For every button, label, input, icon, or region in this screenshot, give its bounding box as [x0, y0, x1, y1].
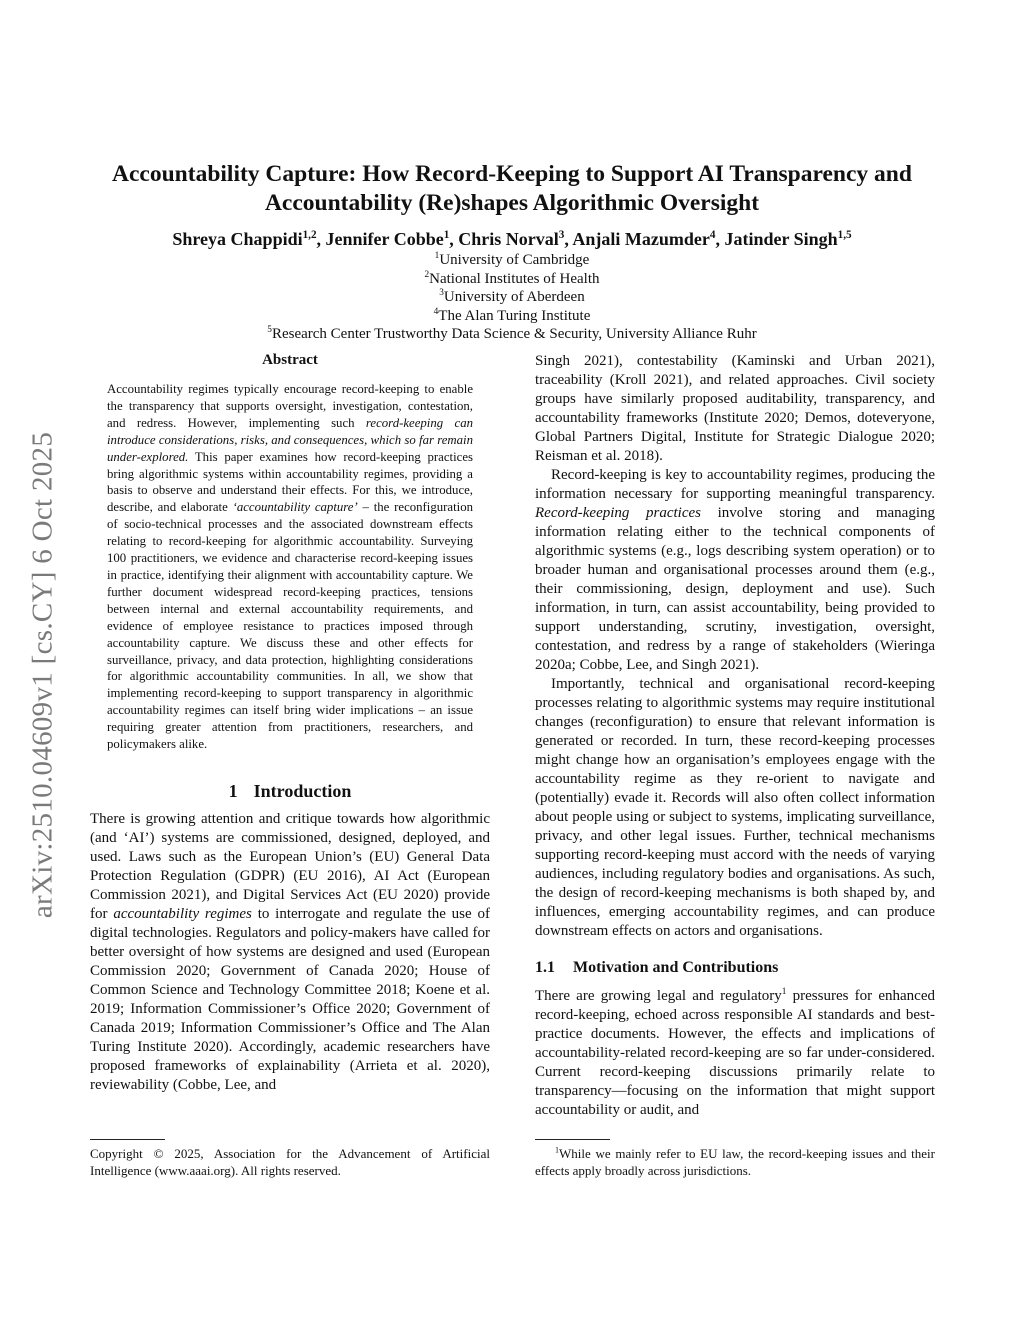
affiliation-item: [70, 307, 954, 326]
affiliation-text: The Alan Turing Institute: [438, 307, 591, 324]
affiliation-marker: 4: [433, 306, 439, 317]
title-line-1: Accountability Capture: How Record-Keeping to Support AI Transparency and: [112, 161, 912, 187]
arxiv-identifier: arXiv:2510.04609v1 [cs.CY] 6 Oct 2025: [26, 431, 59, 919]
abstract-emphasis: ‘accountability capture’: [232, 500, 358, 515]
subsection-heading-motivation: [535, 959, 935, 977]
copyright-notice: [90, 1139, 490, 1179]
copyright-text: Copyright © 2025, Association for the Advancement of Artificial Intelligence (www.aaai.org). All rights reserved.: [90, 1146, 490, 1178]
affiliation-marker: 3: [439, 288, 444, 298]
author-affil-marker: 3: [558, 229, 565, 241]
intro-paragraph-1-continued: Singh 2021), contestability (Kaminski and Urban 2021), traceability (Kroll 2021), and related approaches. Civil society groups have similarly proposed auditability, transparency, and accountability frameworks (Institute 2020; Demos, doteveryone, Global Partners Digital, Institute for Strategic Dialogue 2020; Reisman et al. 2018).: [535, 353, 935, 464]
author-list: Shreya Chappidi$^{1,2}$, Jennifer Cobbe$^1$, Chris Norval$^3$, Anjali Mazumder$^4$, Jatinder Singh$^{1,5}$: [172, 229, 852, 249]
body-emphasis: accountability regimes: [113, 905, 252, 922]
affiliation-text: University of Cambridge: [439, 252, 590, 268]
author-affil-marker: 4: [709, 229, 716, 241]
author-affil-marker: 1,5: [837, 229, 852, 241]
affiliation-item: [70, 288, 954, 307]
affiliation-marker: 1: [434, 251, 440, 261]
affiliation-text: National Institutes of Health: [429, 270, 600, 287]
title-line-2: Accountability (Re)shapes Algorithmic Oversight: [264, 190, 760, 216]
affiliation-item: [70, 325, 954, 344]
affiliation-text: University of Aberdeen: [443, 289, 585, 305]
affiliation-marker: 2: [424, 269, 430, 280]
body-text: to interrogate and regulate the use of digital technologies. Regulators and policy-makers have called for better oversight of how systems are designed and used (European Commission 2020; Government of Canada 2020; House of Common Science and Technology Committee 2018; Koene et al. 2019; Information Commissioner’s Office 2020; Government of Canada 2019; Information Commissioner’s Office and The Alan Turing Institute 2020). Accordingly, academic researchers have proposed frameworks of explainability (Arrieta et al. 2020), reviewability (Cobbe, Lee, and: [90, 905, 490, 1093]
body-text: involve storing and managing information relating either to the technical components of algorithmic systems (e.g., logs describing system operation) or to broader human and organisational processes around them (e.g., their commissioning, design, deployment and use). Such information, in turn, can assist accountability, being provided to support understanding, scrutiny, investigation, oversight, contestation, and redress by a range of stakeholders (Wieringa 2020a; Cobbe, Lee, and Singh 2021).: [535, 505, 935, 673]
body-emphasis: Record-keeping practices: [535, 505, 702, 521]
affiliation-item: [70, 251, 954, 270]
body-text: Record-keeping is key to accountability regimes, producing the information necessary for supporting meaningful transparency.: [535, 467, 935, 502]
footnote-body: [535, 1145, 935, 1179]
author-affil-marker: 1: [443, 229, 450, 241]
paper-title: [70, 160, 954, 218]
body-text: There is growing attention and critique towards how algorithmic (and ‘AI’) systems are commissioned, designed, deployed, and used. Laws such as the European Union’s (EU) General Data Protection Regulation (GDPR) (EU 2016), AI Act (European Commission 2021), and Digital Services Act (EU 2020) provide for: [90, 810, 490, 922]
author-name: Jatinder Singh: [724, 229, 838, 249]
footnote-text: While we mainly refer to EU law, the record-keeping issues and their effects apply broadly across jurisdictions.: [535, 1146, 935, 1178]
abstract-body: [107, 381, 473, 753]
abstract-heading: Abstract: [262, 352, 318, 368]
subsection-title: Motivation and Contributions: [573, 959, 779, 976]
author-name: Shreya Chappidi: [172, 229, 303, 249]
affiliation-text: Research Center Trustworthy Data Science & Security, University Alliance Ruhr: [271, 326, 757, 342]
author-name: Chris Norval: [458, 229, 559, 249]
footnote: [535, 1139, 935, 1179]
left-column: [90, 352, 490, 1095]
right-column: [535, 352, 935, 1120]
footnote-marker: 1: [781, 987, 787, 997]
abstract-text: – the reconfiguration of socio-technical processes and the associated downstream effects relating to record-keeping for algorithmic accountability. Surveying 100 practitioners, we evidence and characterise record-keeping issues in practice, identifying their alignment with accountability capture. We further document widespread record-keeping practices, tensions between internal and external accountability requirements, and evidence of employee resistance to practices imposed through accountability capture. We discuss these and other effects for surveillance, privacy, and data protection, highlighting considerations for algorithmic accountability communities. In all, we show that implementing record-keeping to support transparency in algorithmic accountability regimes can itself bring wider implications – an issue requiring greater attention from practitioners, researchers, and policymakers alike.: [107, 500, 474, 752]
affiliation-marker: 5: [267, 325, 272, 335]
body-text: pressures for enhanced record-keeping, echoed across responsible AI standards and best-practice documents. However, the effects and implications of accountability-related record-keeping are so far under-considered. Current record-keeping discussions primarily relate to transparency—focusing on the information that might support accountability or audit, and: [535, 988, 935, 1118]
author-affil-marker: 1,2: [302, 229, 317, 241]
subsection-number: 1.1: [535, 959, 555, 976]
intro-paragraph-1: [90, 810, 490, 1095]
author-name: Jennifer Cobbe: [325, 229, 444, 249]
section-heading-introduction: [90, 781, 490, 802]
abstract-emphasis: record-keeping can introduce considerations, risks, and consequences, which so far remain under-explored.: [107, 415, 473, 464]
intro-paragraph-3: Importantly, technical and organisational record-keeping processes relating to algorithmic systems may require institutional changes (reconfiguration) to ensure that relevant information is generated or recorded. In turn, these record-keeping processes might change how an organisation’s employees engage with the accountability regime as they re-orient to navigate and (potentially) evade it. Records will also often collect information about people using or subject to systems, implicating surveillance, privacy, and other legal issues. Further, technical mechanisms supporting record-keeping must accord with the needs of varying audiences, including regulatory bodies and organisations. As such, the design of record-keeping mechanisms is both shaped by, and influences, emerging accountability regimes, and can produce downstream effects on actors and organisations.: [535, 676, 935, 939]
affiliation-list: [70, 251, 954, 344]
section-number: 1: [228, 780, 238, 801]
footnote-rule: [90, 1139, 165, 1140]
author-name: Anjali Mazumder: [572, 229, 710, 249]
affiliation-item: [70, 270, 954, 289]
section-title: Introduction: [253, 780, 352, 801]
footnote-rule: [535, 1139, 610, 1140]
motivation-paragraph-1: [535, 987, 935, 1120]
abstract-text: Accountability regimes typically encourage record-keeping to enable the transparency that supports oversight, investigation, contestation, and redress. However, implementing such: [107, 382, 473, 430]
body-text: There are growing legal and regulatory: [535, 988, 782, 1004]
intro-paragraph-2: [535, 466, 935, 675]
footnote-number: 1: [555, 1145, 560, 1155]
arxiv-sidebar-stamp: [18, 380, 68, 970]
abstract-text: This paper examines how record-keeping practices bring algorithmic systems within accountability regimes, providing a basis to observe and understand their effects. For this, we introduce, describe, and elaborate: [107, 449, 473, 515]
